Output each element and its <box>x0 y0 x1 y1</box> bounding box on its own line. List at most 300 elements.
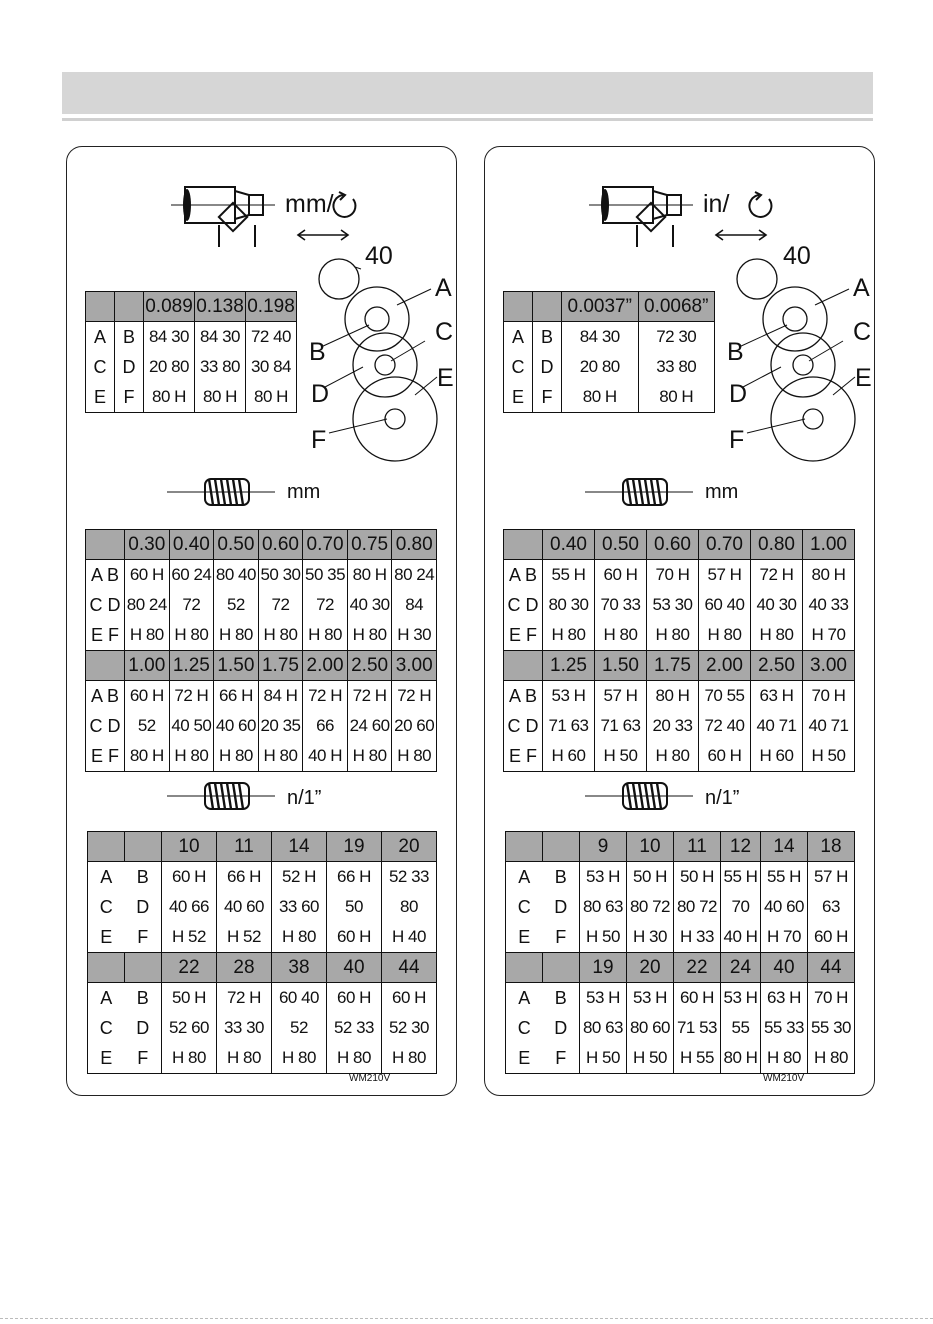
gear-value: 40 60 <box>223 897 265 916</box>
gear-value: 80 60 <box>629 1018 671 1037</box>
gear-value: 71 63 <box>548 716 589 735</box>
gear-value: 80 63 <box>582 897 624 916</box>
gear-value: 60 H <box>337 927 371 946</box>
gear-value: 70 33 <box>600 595 641 614</box>
gear-value: 70 <box>731 897 750 916</box>
gear-value: 60 H <box>129 565 164 584</box>
gear-value: H 80 <box>263 625 298 644</box>
gear-value: 71 53 <box>676 1018 718 1037</box>
row-label: F <box>137 927 149 947</box>
row-label: E <box>93 387 106 407</box>
tpi-header: 12 <box>721 832 761 862</box>
tpi-header: 20 <box>382 832 437 862</box>
gear-value: 66 H <box>337 867 371 886</box>
row-label: C D <box>89 716 121 736</box>
gear-value: H 80 <box>767 1048 801 1067</box>
header-rule <box>62 118 873 121</box>
gear-value: 66 H <box>218 686 253 705</box>
gear-value: 40 30 <box>756 595 797 614</box>
gear-value: H 80 <box>174 625 209 644</box>
rotation-arrow-icon <box>747 191 777 221</box>
gear-value: H 50 <box>633 1048 667 1067</box>
gear-value: 70 55 <box>704 686 745 705</box>
gear-value: 33 80 <box>656 357 697 376</box>
row-label: A B <box>90 565 120 585</box>
gear-value: 66 H <box>227 867 261 886</box>
pitch-header: 0.75 <box>347 530 392 560</box>
feed-header: 0.089 <box>144 292 195 322</box>
feed-unit-label: mm/ <box>285 190 334 218</box>
gear-value: 72 H <box>227 988 261 1007</box>
gear-value: 40 50 <box>171 716 212 735</box>
gear-value: H 80 <box>392 1048 426 1067</box>
gear-value: H 80 <box>218 746 253 765</box>
model-code: WM210V <box>349 1073 391 1084</box>
gear-value: H 80 <box>814 1048 848 1067</box>
gear-value: H 80 <box>172 1048 206 1067</box>
row-label: D <box>554 1018 568 1038</box>
pitch-header: 1.25 <box>169 651 214 681</box>
gear-value: H 30 <box>397 625 432 644</box>
gear-value: 20 80 <box>579 357 620 376</box>
row-label: D <box>136 1018 150 1038</box>
tpi-header: 28 <box>217 953 272 983</box>
feed-direction-arrow-icon <box>713 227 769 243</box>
pitch-header: 1.50 <box>595 651 647 681</box>
gear-value: H 80 <box>282 1048 316 1067</box>
tpi-header: 11 <box>674 832 721 862</box>
gear-value: 72 H <box>759 565 794 584</box>
gear-value: 60 H <box>603 565 638 584</box>
gear-value: H 80 <box>759 625 794 644</box>
gear-value: 70 H <box>811 686 846 705</box>
feed-table <box>503 291 715 413</box>
pitch-header: 2.50 <box>751 651 803 681</box>
gear-value: 80 24 <box>126 595 167 614</box>
gear-value: H 60 <box>551 746 586 765</box>
gear-value: 57 H <box>814 867 848 886</box>
gear-value: 53 H <box>551 686 586 705</box>
gear-value: H 80 <box>352 746 387 765</box>
metric-chart-panel <box>66 146 457 1096</box>
metric-thread-table <box>85 529 437 772</box>
gear-value: 80 24 <box>394 565 435 584</box>
thread-screw-icon <box>167 475 277 509</box>
gear-value: 57 H <box>603 686 638 705</box>
gear-value: 80 <box>400 897 418 916</box>
pitch-header: 0.50 <box>595 530 647 560</box>
gear-value: H 60 <box>759 746 794 765</box>
gear-value: 53 H <box>633 988 667 1007</box>
gear-value: 84 <box>405 595 424 614</box>
gear-value: 60 24 <box>171 565 212 584</box>
tpi-header: 10 <box>627 832 674 862</box>
thread-unit-label: mm <box>705 481 739 503</box>
gear-value: 33 30 <box>223 1018 265 1037</box>
gear-value: 50 H <box>172 988 206 1007</box>
gear-value: 80 30 <box>548 595 589 614</box>
pitch-header: 2.00 <box>303 651 348 681</box>
gear-value: 72 <box>182 595 201 614</box>
row-label: B <box>136 867 149 887</box>
gear-value: H 80 <box>308 625 342 644</box>
tpi-header: 10 <box>162 832 217 862</box>
thread-screw-icon <box>585 475 695 509</box>
gear-value: 80 72 <box>676 897 718 916</box>
row-label: C D <box>89 595 121 615</box>
gear-value: 63 H <box>759 686 794 705</box>
row-label: D <box>136 897 150 917</box>
gear-value: 55 H <box>551 565 586 584</box>
gear-value: 52 H <box>282 867 316 886</box>
gear-value: 40 33 <box>808 595 849 614</box>
row-label: C <box>517 1018 531 1038</box>
tpi-header: 24 <box>721 953 761 983</box>
row-label: B <box>554 988 567 1008</box>
feed-header: 0.138 <box>195 292 246 322</box>
row-label: A <box>518 867 531 887</box>
gear-value: 40 30 <box>349 595 390 614</box>
gear-value: 80 63 <box>582 1018 624 1037</box>
gear-value: 52 <box>290 1018 308 1037</box>
tpi-header: 19 <box>580 953 627 983</box>
gear-value: H 80 <box>655 625 690 644</box>
gear-value: 80 H <box>811 565 846 584</box>
row-label: A B <box>508 686 538 706</box>
pitch-header: 1.25 <box>543 651 595 681</box>
gear-value: 30 84 <box>250 357 292 376</box>
row-label: E <box>518 927 531 947</box>
gear-value: 84 H <box>263 686 298 705</box>
gear-value: H 80 <box>227 1048 261 1067</box>
pitch-header: 0.60 <box>258 530 303 560</box>
row-label: A <box>100 867 113 887</box>
gear-value: 60 H <box>337 988 371 1007</box>
tpi-header: 19 <box>327 832 382 862</box>
gear-value: 52 <box>226 595 245 614</box>
pitch-header: 1.75 <box>647 651 699 681</box>
gear-value: 60 40 <box>704 595 745 614</box>
row-label: E F <box>508 625 537 645</box>
gear-label-40: 40 <box>365 242 393 270</box>
gear-value: 72 30 <box>656 327 697 346</box>
pitch-header: 1.00 <box>125 651 170 681</box>
pitch-header: 3.00 <box>392 651 437 681</box>
gear-label-e: E <box>437 364 454 392</box>
gear-value: 50 30 <box>260 565 301 584</box>
gear-value: 72 40 <box>250 327 292 346</box>
feed-header: 0.0068” <box>638 292 715 322</box>
row-label: E <box>100 927 113 947</box>
gear-value: 24 60 <box>349 716 390 735</box>
gear-value: 50 35 <box>305 565 346 584</box>
gear-value: 72 40 <box>704 716 745 735</box>
gear-value: 53 H <box>586 867 620 886</box>
pitch-header: 2.50 <box>347 651 392 681</box>
gear-value: 55 <box>731 1018 750 1037</box>
tpi-header: 40 <box>327 953 382 983</box>
row-label: F <box>123 387 135 407</box>
tpi-header: 22 <box>162 953 217 983</box>
pitch-header: 3.00 <box>803 651 855 681</box>
tpi-header: 18 <box>807 832 854 862</box>
gear-value: 72 H <box>397 686 432 705</box>
gear-value: 53 H <box>723 988 758 1007</box>
gear-value: H 80 <box>174 746 209 765</box>
row-label: A <box>518 988 531 1008</box>
gear-label-a: A <box>435 274 452 302</box>
gear-value: 80 H <box>129 746 164 765</box>
thread-screw-icon <box>585 779 695 813</box>
gear-value: 72 <box>271 595 290 614</box>
row-label: F <box>137 1048 149 1068</box>
gear-value: 84 30 <box>199 327 241 346</box>
gear-value: 57 H <box>707 565 742 584</box>
gear-value: 53 H <box>586 988 620 1007</box>
tpi-header: 22 <box>674 953 721 983</box>
gear-value: 52 30 <box>388 1018 430 1037</box>
imperial-chart-panel <box>484 146 875 1096</box>
gear-label-d: D <box>311 380 330 408</box>
tpi-unit-label: n/1” <box>705 787 740 809</box>
gear-label-b: B <box>727 338 744 366</box>
gear-value: 80 H <box>655 686 690 705</box>
row-label: A B <box>508 565 538 585</box>
gear-value: 63 H <box>767 988 801 1007</box>
gear-value: 52 33 <box>388 867 430 886</box>
pitch-header: 1.75 <box>258 651 303 681</box>
gear-value: 20 60 <box>394 716 435 735</box>
header-bar <box>62 72 873 114</box>
row-label: B <box>554 867 567 887</box>
row-label: C <box>93 357 107 377</box>
gear-label-c: C <box>435 318 454 346</box>
gear-value: 20 33 <box>652 716 693 735</box>
gear-value: 40 H <box>308 746 342 765</box>
pitch-header: 1.00 <box>803 530 855 560</box>
gear-label-40: 40 <box>783 242 811 270</box>
row-label: B <box>540 327 553 347</box>
gear-value: 80 H <box>203 387 237 406</box>
row-label: A <box>511 327 524 347</box>
gear-value: H 70 <box>811 625 846 644</box>
tpi-header: 38 <box>272 953 327 983</box>
gear-value: H 80 <box>603 625 638 644</box>
panel-gap <box>67 819 456 830</box>
gear-value: 40 66 <box>168 897 210 916</box>
feed-unit-label: in/ <box>703 190 730 218</box>
pitch-header: 1.50 <box>214 651 259 681</box>
row-label: D <box>122 357 136 377</box>
gear-label-a: A <box>853 274 870 302</box>
row-label: C <box>99 897 113 917</box>
pitch-header: 0.70 <box>303 530 348 560</box>
gear-value: 60 H <box>172 867 206 886</box>
gear-label-d: D <box>729 380 748 408</box>
gear-value: 60 40 <box>278 988 320 1007</box>
gear-value: H 80 <box>707 625 742 644</box>
feed-header: 0.198 <box>246 292 297 322</box>
row-label: D <box>554 897 568 917</box>
gear-label-b: B <box>309 338 326 366</box>
gear-value: 55 33 <box>763 1018 804 1037</box>
gear-value: 55 H <box>767 867 801 886</box>
gear-value: H 50 <box>586 927 620 946</box>
pitch-header: 0.60 <box>647 530 699 560</box>
row-label: F <box>555 927 567 947</box>
gear-label-f: F <box>311 426 327 454</box>
gear-value: H 80 <box>397 746 432 765</box>
tpi-header: 44 <box>382 953 437 983</box>
gear-value: 70 H <box>655 565 690 584</box>
gear-value: 80 H <box>152 387 186 406</box>
gear-value: 72 H <box>174 686 209 705</box>
gear-value: 50 <box>345 897 363 916</box>
tpi-unit-label: n/1” <box>287 787 322 809</box>
tpi-header: 14 <box>272 832 327 862</box>
row-label: C <box>511 357 525 377</box>
gear-value: 60 H <box>707 746 742 765</box>
pitch-header: 0.30 <box>125 530 170 560</box>
pitch-header: 0.70 <box>699 530 751 560</box>
gear-value: H 80 <box>337 1048 371 1067</box>
gear-value: H 55 <box>680 1048 714 1067</box>
gear-value: 20 35 <box>260 716 301 735</box>
gear-value: 80 H <box>582 387 617 406</box>
panel-gap <box>485 819 874 830</box>
gear-value: 50 H <box>680 867 714 886</box>
gear-value: 80 H <box>254 387 288 406</box>
pitch-header: 0.40 <box>169 530 214 560</box>
gear-value: H 80 <box>218 625 253 644</box>
rotation-arrow-icon <box>331 191 361 221</box>
feed-direction-arrow-icon <box>295 227 351 243</box>
gear-value: 71 63 <box>600 716 641 735</box>
gear-label-e: E <box>855 364 872 392</box>
tpi-header: 14 <box>760 832 807 862</box>
row-label: F <box>541 387 553 407</box>
row-label: E <box>511 387 524 407</box>
gear-value: 63 <box>822 897 840 916</box>
gear-value: 84 30 <box>579 327 620 346</box>
gear-value: 52 60 <box>168 1018 210 1037</box>
tpi-header: 9 <box>580 832 627 862</box>
gear-value: H 50 <box>586 1048 620 1067</box>
pitch-header: 0.50 <box>214 530 259 560</box>
gear-value: H 80 <box>129 625 164 644</box>
gear-value: 53 30 <box>652 595 693 614</box>
gear-value: 33 80 <box>199 357 241 376</box>
gear-value: H 80 <box>263 746 298 765</box>
gear-value: H 70 <box>767 927 801 946</box>
row-label: A B <box>90 686 120 706</box>
gear-value: H 52 <box>172 927 206 946</box>
gear-value: 40 71 <box>756 716 797 735</box>
row-label: A <box>93 327 106 347</box>
gear-value: H 30 <box>633 927 667 946</box>
row-label: C D <box>507 716 539 736</box>
gear-value: 52 <box>137 716 156 735</box>
row-label: B <box>122 327 135 347</box>
model-code: WM210V <box>763 1073 805 1084</box>
row-label: F <box>555 1048 567 1068</box>
pitch-header: 0.40 <box>543 530 595 560</box>
gear-value: 72 H <box>308 686 342 705</box>
pitch-header: 0.80 <box>751 530 803 560</box>
gear-value: H 50 <box>603 746 638 765</box>
row-label: C <box>99 1018 113 1038</box>
tpi-header: 20 <box>627 953 674 983</box>
gear-value: 70 H <box>814 988 848 1007</box>
gear-value: 50 H <box>633 867 667 886</box>
gear-value: H 33 <box>680 927 714 946</box>
row-label: E F <box>508 746 537 766</box>
feed-header: 0.0037” <box>562 292 639 322</box>
row-label: D <box>540 357 554 377</box>
gear-value: H 80 <box>655 746 690 765</box>
gear-value: 80 H <box>723 1048 758 1067</box>
thread-unit-label: mm <box>287 481 321 503</box>
gear-value: 40 71 <box>808 716 849 735</box>
gear-value: 55 30 <box>810 1018 852 1037</box>
tpi-thread-table <box>87 831 437 1074</box>
gear-value: 40 H <box>723 927 758 946</box>
row-label: B <box>136 988 149 1008</box>
gear-value: H 50 <box>811 746 846 765</box>
thread-screw-icon <box>167 779 277 813</box>
gear-value: H 80 <box>282 927 316 946</box>
row-label: C <box>517 897 531 917</box>
pitch-header: 0.80 <box>392 530 437 560</box>
gear-label-c: C <box>853 318 872 346</box>
gear-value: 72 <box>316 595 334 614</box>
pitch-header: 2.00 <box>699 651 751 681</box>
gear-value: 55 H <box>723 867 758 886</box>
row-label: E F <box>90 625 119 645</box>
gear-value: 84 30 <box>148 327 190 346</box>
gear-value: 40 60 <box>763 897 804 916</box>
gear-value: 80 H <box>659 387 694 406</box>
gear-value: 80 H <box>352 565 387 584</box>
row-label: E <box>518 1048 531 1068</box>
gear-value: H 80 <box>352 625 387 644</box>
tpi-thread-table <box>505 831 855 1074</box>
tpi-header: 44 <box>807 953 854 983</box>
metric-thread-table <box>503 529 855 772</box>
gear-value: 33 60 <box>278 897 320 916</box>
gear-value: 40 60 <box>215 716 256 735</box>
gear-value: 52 33 <box>333 1018 375 1037</box>
gear-value: 80 40 <box>215 565 256 584</box>
gear-value: 72 H <box>352 686 387 705</box>
gear-value: 66 <box>316 716 334 735</box>
gear-value: 60 H <box>680 988 714 1007</box>
gear-value: 60 H <box>392 988 426 1007</box>
gear-label-f: F <box>729 426 745 454</box>
gear-value: 80 72 <box>629 897 671 916</box>
page-bottom-rule <box>0 1318 933 1319</box>
gear-value: 60 H <box>129 686 164 705</box>
gear-value: H 80 <box>551 625 586 644</box>
tpi-header: 40 <box>760 953 807 983</box>
gear-value: 60 H <box>814 927 848 946</box>
row-label: E <box>100 1048 113 1068</box>
gear-value: H 52 <box>227 927 261 946</box>
feed-table <box>85 291 297 413</box>
row-label: A <box>100 988 113 1008</box>
gear-value: 20 80 <box>148 357 190 376</box>
row-label: C D <box>507 595 539 615</box>
